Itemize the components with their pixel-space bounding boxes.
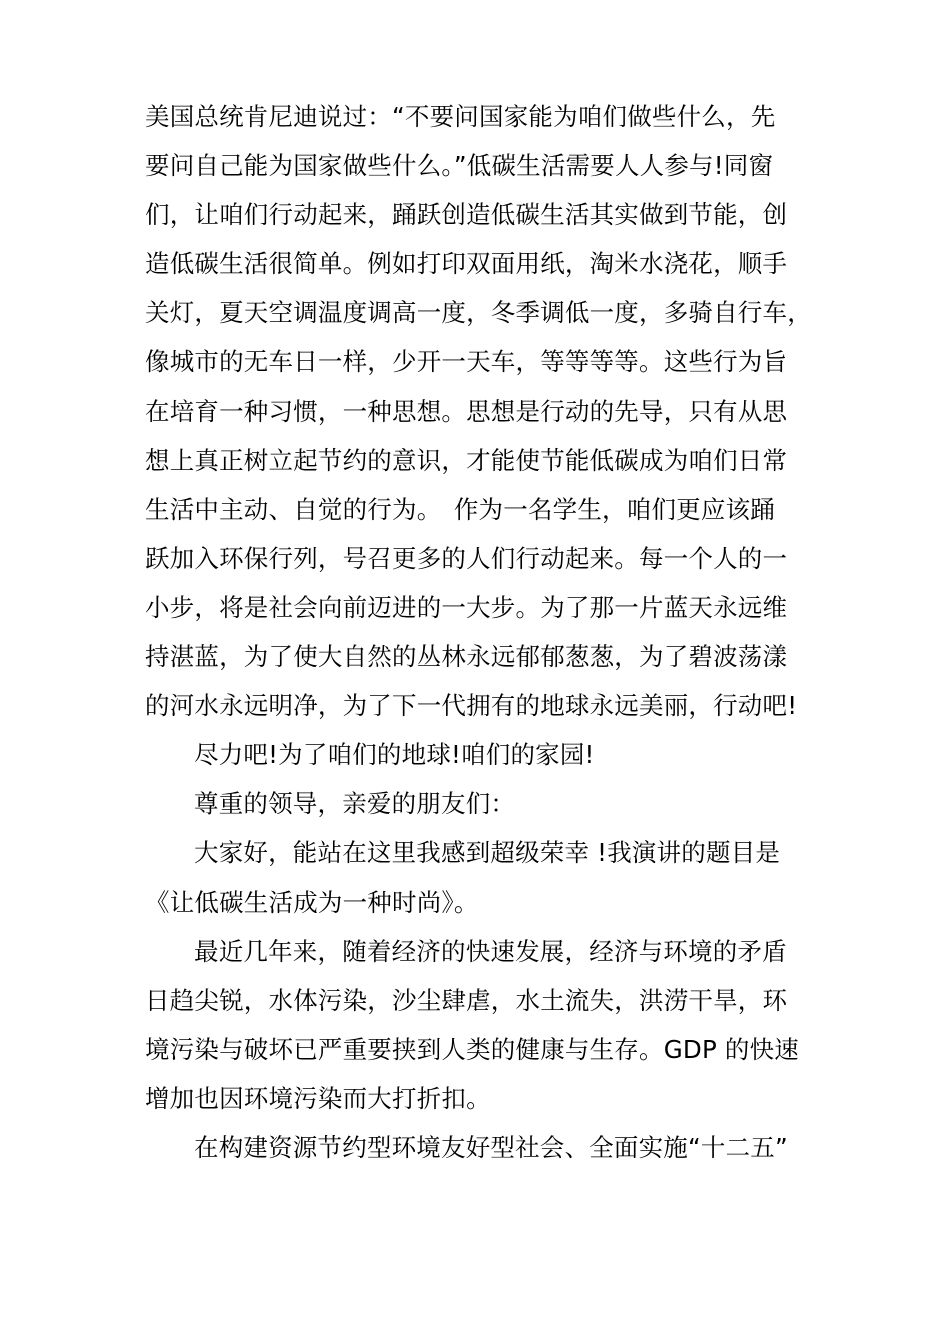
paragraph-first-line: 在构建资源节约型环境友好型社会、全面实施“十二五” (194, 1132, 788, 1162)
text-line: 要问自己能为国家做些什么。”低碳生活需要人人参与!同窗 (145, 151, 774, 181)
text-line: 境污染与破坏已严重要挟到人类的健康与生存。GDP 的快速 (145, 1034, 800, 1064)
text-line: 关灯，夏天空调温度调高一度，冬季调低一度，多骑自行车， (145, 298, 812, 328)
text-line: 持湛蓝，为了使大自然的丛林永远郁郁葱葱，为了碧波荡漾 (145, 642, 788, 672)
text-line: 造低碳生活很简单。例如打印双面用纸，淘米水浇花，顺手 (145, 249, 788, 279)
paragraph-first-line: 大家好，能站在这里我感到超级荣幸 !我演讲的题目是 (194, 838, 781, 868)
text-line: 们，让咱们行动起来，踊跃创造低碳生活其实做到节能，创 (145, 200, 788, 230)
paragraph-first-line: 最近几年来，随着经济的快速发展，经济与环境的矛盾 (194, 936, 787, 966)
speech-title: 《让低碳生活成为一种时尚》。 (145, 887, 479, 917)
text-line: 跃加入环保行列，号召更多的人们行动起来。每一个人的一 (145, 543, 788, 573)
text-line: 像城市的无车日一样，少开一天车，等等等等。这些行为旨 (145, 347, 788, 377)
text-line: 生活中主动、自觉的行为。 作为一名学生，咱们更应该踊 (145, 494, 775, 524)
text-line: 的河水永远明净，为了下一代拥有的地球永远美丽，行动吧! (145, 691, 798, 721)
body-text (145, 92, 810, 1172)
text-line: 想上真正树立起节约的意识，才能使节能低碳成为咱们日常 (145, 445, 788, 475)
text-line: 增加也因环境污染而大打折扣。 (145, 1083, 491, 1113)
text-line: 日趋尖锐，水体污染，沙尘肆虐，水土流失，洪涝干旱，环 (145, 985, 788, 1015)
paragraph-first-line: 尽力吧!为了咱们的地球!咱们的家园! (194, 740, 595, 770)
salutation: 尊重的领导，亲爱的朋友们： (194, 789, 516, 819)
text-line: 美国总统肯尼迪说过：“不要问国家能为咱们做些什么，先 (145, 102, 776, 131)
text-line: 在培育一种习惯，一种思想。思想是行动的先导，只有从思 (145, 396, 788, 426)
text-line: 小步，将是社会向前迈进的一大步。为了那一片蓝天永远维 (145, 592, 788, 622)
